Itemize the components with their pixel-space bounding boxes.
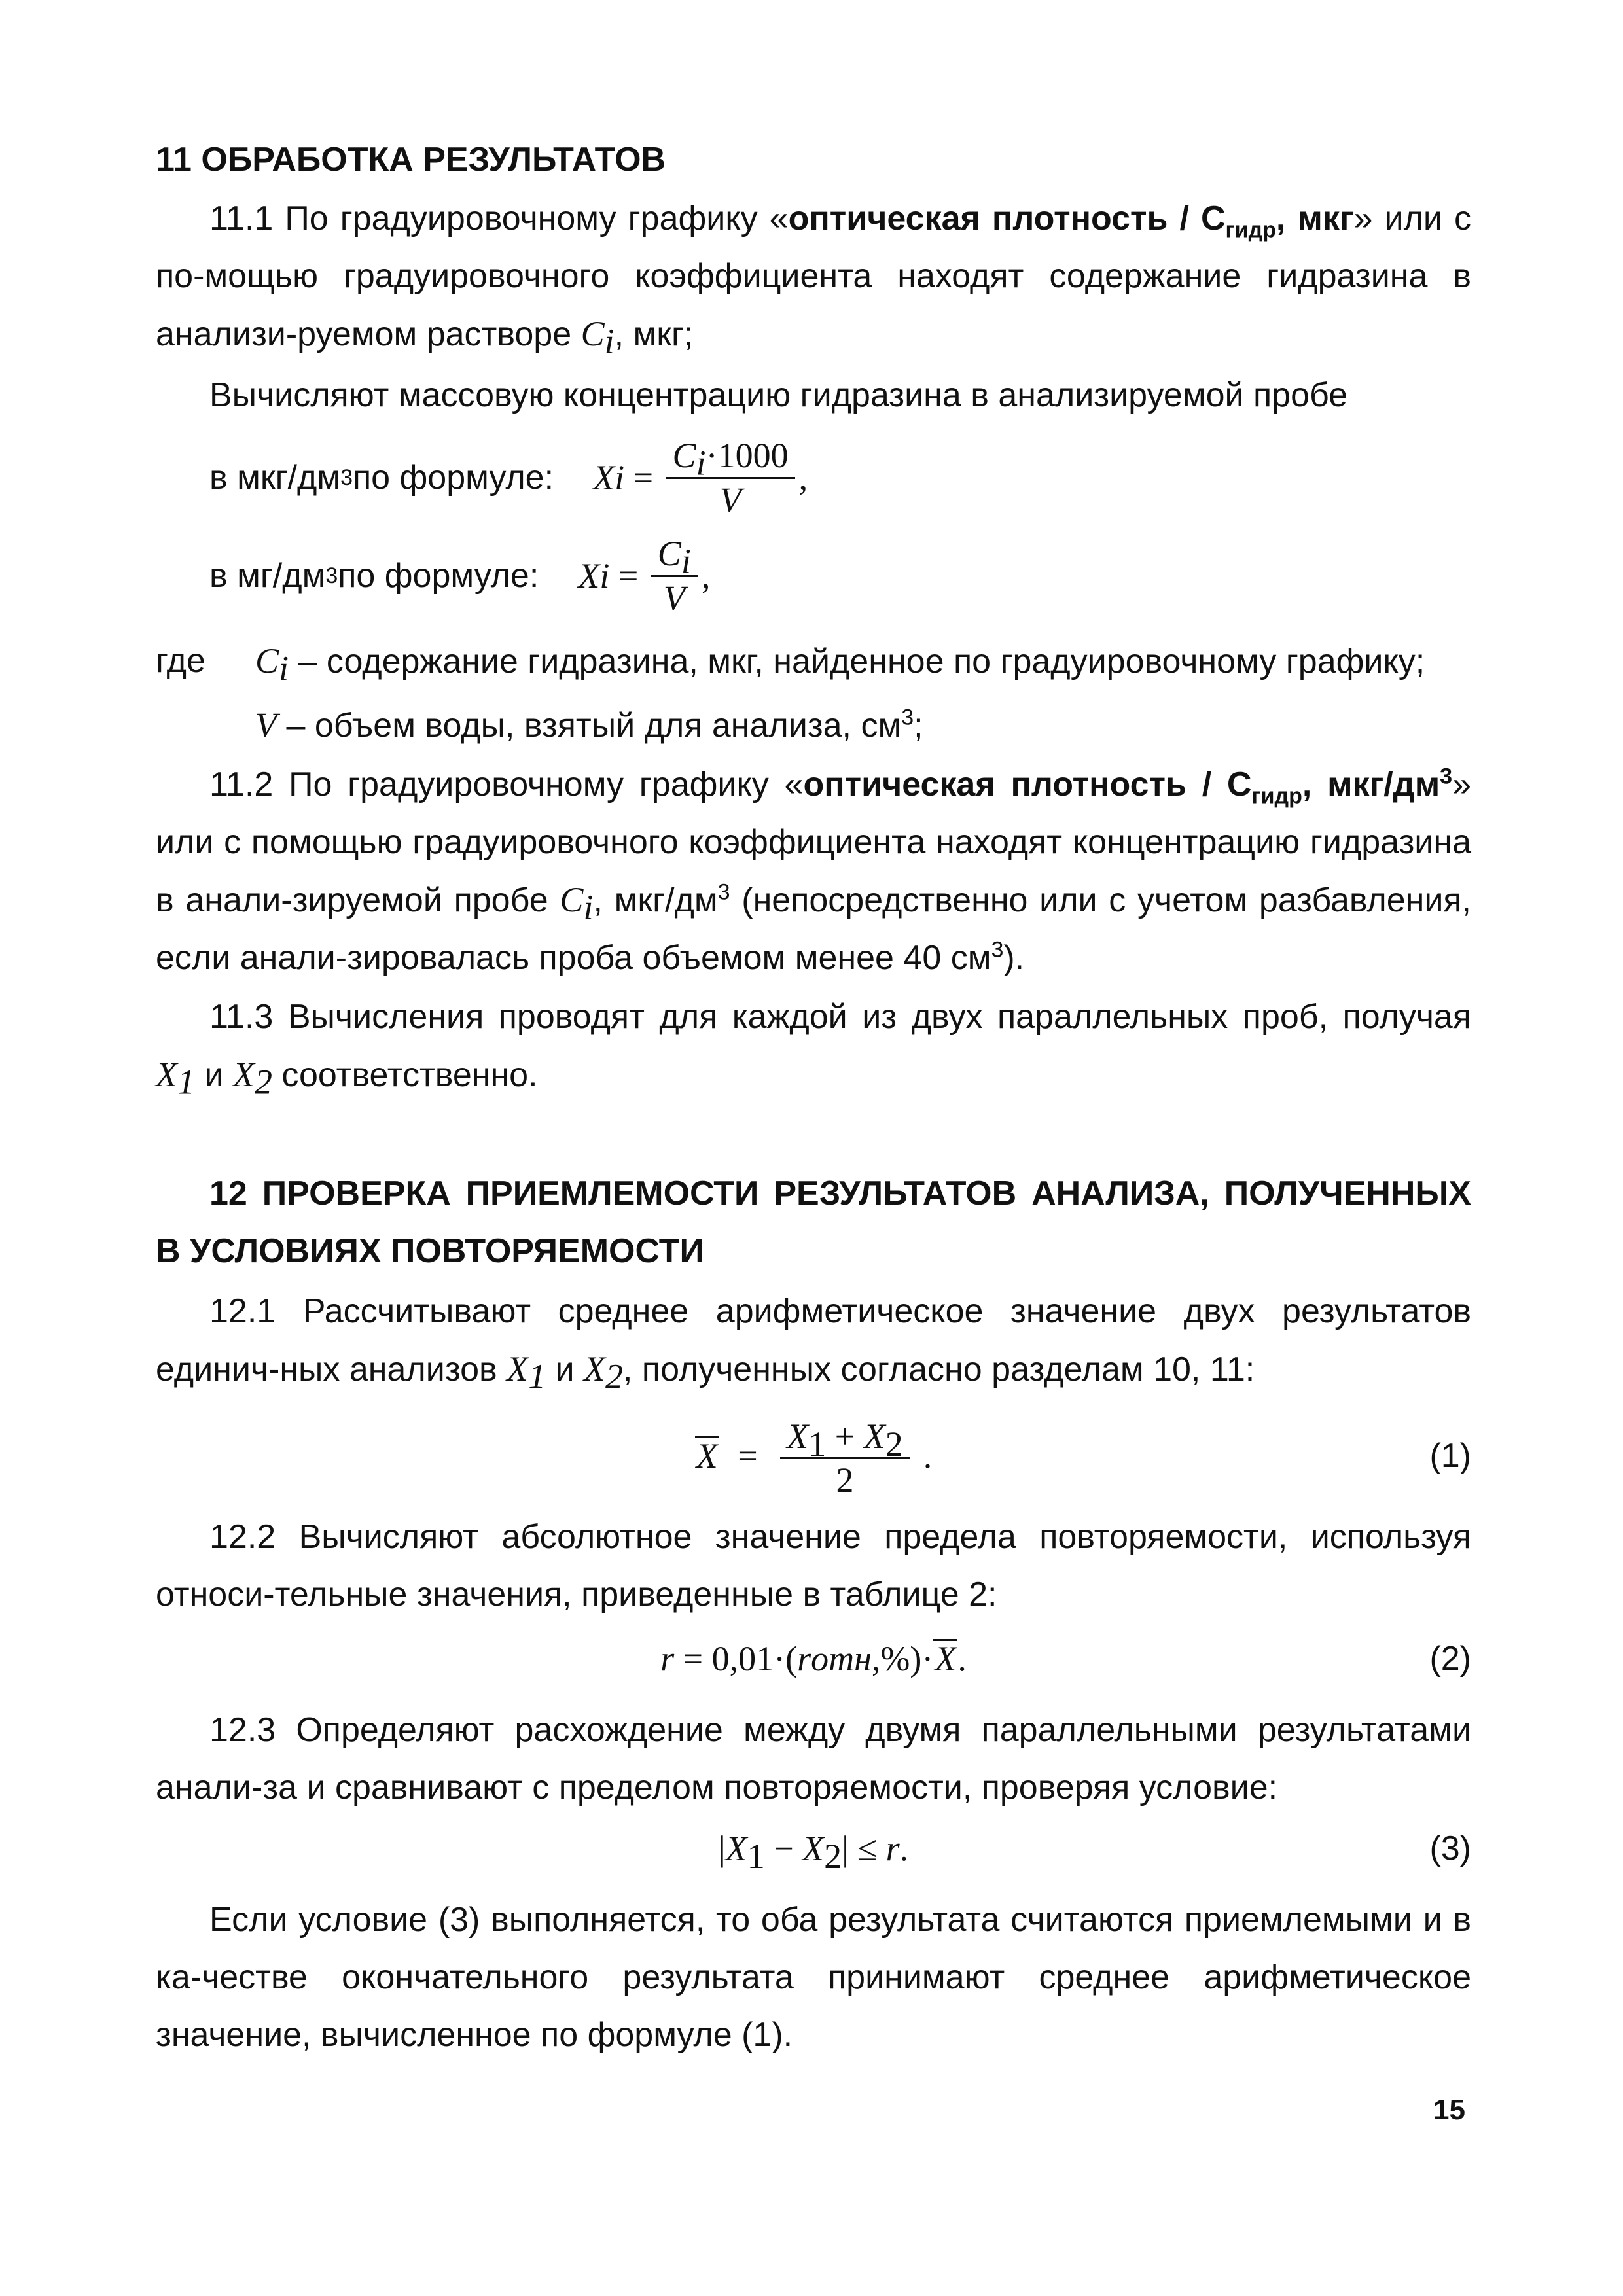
equation-3: $|X_1 - X_2| \le r$. (3) (156, 1809, 1471, 1888)
equation-3-number: (3) (1429, 1829, 1471, 1867)
paragraph-11-3: 11.3 Вычисления проводят для каждой из двух параллельных проб, получая $X_1$ и $X_2$ соответственно. (156, 998, 1471, 1102)
equation-1-number: (1) (1429, 1437, 1471, 1475)
formula-mkg: в мкг/дм 3 по формуле: X i = $\frac{C_i\cdot 1000}{V}$ , (209, 436, 808, 520)
equation-2-number: (2) (1429, 1640, 1471, 1678)
where-label: где (156, 642, 205, 680)
equation-1: X = $\frac{X_1 + X_2}{2}$ . (1) (156, 1407, 1471, 1505)
definition-v: V – объем воды, взятый для анализа, $см^3$; (255, 705, 923, 745)
paragraph-12-conclusion: Если условие (3) выполняется, то оба результата считаются приемлемыми и в ка-честве окончательного результата принимают среднее арифметическое значение, вычисленное по формуле (1). (156, 1901, 1471, 2054)
equation-2: r = 0,01·(rотн,%)·X. (2) (156, 1619, 1471, 1698)
page-number: 15 (1433, 2094, 1465, 2126)
definition-ci: $C_i$ – содержание гидразина, мкг, найденное по градуировочному графику; (255, 641, 1425, 688)
paragraph-12-3: 12.3 Определяют расхождение между двумя параллельными результатами анали-за и сравнивают с пределом повторяемости, проверяя условие: (156, 1711, 1471, 1807)
paragraph-11-mass-conc: Вычисляют массовую концентрацию гидразина в анализируемой пробе (209, 376, 1348, 414)
paragraph-12-2: 12.2 Вычисляют абсолютное значение предела повторяемости, используя относи-тельные значения, приведенные в таблице 2: (156, 1518, 1471, 1614)
paragraph-12-1: 12.1 Рассчитывают среднее арифметическое значение двух результатов единич-ных анализов $X_1$ и $X_2$, полученных согласно разделам 10, 11: (156, 1292, 1471, 1396)
paragraph-11-2: 11.2 По градуировочному графику «оптическая плотность / $С_{гидр}$, мкг/$дм^3$» или с помощью градуировочного коэффициента находят концентрацию гидразина в анали-зируемой пробе $C_i$, мкг/$дм^3$ (непосредственно или с учетом разбавления, если анали-зировалась проба объемом менее 40 $см^3$). (156, 764, 1472, 977)
formula-mg: в мг/дм 3 по формуле: X i = $\frac{C_i}{V}$ , (209, 534, 711, 618)
section-11-heading: 11 ОБРАБОТКА РЕЗУЛЬТАТОВ (156, 141, 666, 179)
paragraph-11-1: 11.1 По градуировочному графику «оптическая плотность / $С_{гидр}$, мкг» или с по-мощью градуировочного коэффициента находят содержание гидразина в анализи-руемом растворе $C_i$, мкг; (156, 200, 1471, 361)
section-12-heading: 12 ПРОВЕРКА ПРИЕМЛЕМОСТИ РЕЗУЛЬТАТОВ АНАЛИЗА, ПОЛУЧЕННЫХ В УСЛОВИЯХ ПОВТОРЯЕМОСТИ (156, 1174, 1471, 1270)
